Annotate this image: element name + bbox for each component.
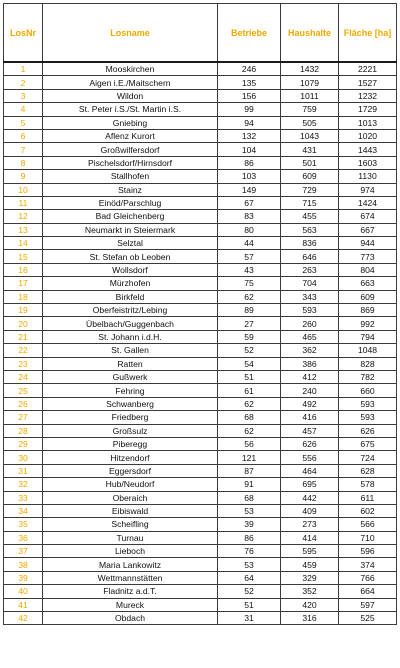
cell-haushalte: 273 [281,518,339,531]
cell-haushalte: 329 [281,571,339,584]
table-row [4,156,397,169]
cell-losname: Mooskirchen [43,62,218,76]
cell-losname: Mürzhofen [43,277,218,290]
cell-losnr: 13 [4,223,43,236]
table-row [4,384,397,397]
cell-losnr: 4 [4,103,43,116]
cell-losname: Fladnitz a.d.T. [43,585,218,598]
cell-betriebe: 156 [218,89,281,102]
los-table [3,3,397,625]
cell-losname: Wollsdorf [43,263,218,276]
cell-flaeche: 525 [339,612,397,625]
cell-losname: Aigen i.E./Maitschern [43,76,218,89]
cell-flaeche: 710 [339,531,397,544]
cell-haushalte: 464 [281,464,339,477]
cell-losnr: 1 [4,62,43,76]
cell-betriebe: 51 [218,598,281,611]
table-row [4,317,397,330]
cell-losname: Obdach [43,612,218,625]
cell-losname: Oberfeistritz/Lebing [43,304,218,317]
cell-losname: Piberegg [43,437,218,450]
table-row [4,89,397,102]
cell-losnr: 26 [4,397,43,410]
cell-haushalte: 556 [281,451,339,464]
cell-flaeche: 609 [339,290,397,303]
cell-flaeche: 1424 [339,196,397,209]
cell-haushalte: 492 [281,397,339,410]
cell-losnr: 40 [4,585,43,598]
cell-haushalte: 386 [281,357,339,370]
cell-flaeche: 2221 [339,62,397,76]
cell-losname: Aflenz Kurort [43,129,218,142]
cell-flaeche: 773 [339,250,397,263]
cell-losnr: 30 [4,451,43,464]
cell-betriebe: 43 [218,263,281,276]
cell-losname: Übelbach/Guggenbach [43,317,218,330]
cell-betriebe: 135 [218,76,281,89]
cell-betriebe: 54 [218,357,281,370]
cell-flaeche: 374 [339,558,397,571]
cell-betriebe: 89 [218,304,281,317]
cell-losname: Pischelsdorf/Hirnsdorf [43,156,218,169]
table-row [4,451,397,464]
cell-flaeche: 593 [339,397,397,410]
table-row [4,304,397,317]
cell-flaeche: 974 [339,183,397,196]
cell-flaeche: 597 [339,598,397,611]
cell-losnr: 8 [4,156,43,169]
cell-haushalte: 457 [281,424,339,437]
table-row [4,357,397,370]
cell-betriebe: 57 [218,250,281,263]
cell-flaeche: 1130 [339,170,397,183]
cell-haushalte: 240 [281,384,339,397]
cell-losnr: 38 [4,558,43,571]
cell-haushalte: 626 [281,437,339,450]
table-row [4,250,397,263]
table-row [4,196,397,209]
cell-haushalte: 455 [281,210,339,223]
cell-haushalte: 715 [281,196,339,209]
cell-betriebe: 68 [218,491,281,504]
cell-losname: Maria Lankowitz [43,558,218,571]
cell-haushalte: 263 [281,263,339,276]
cell-haushalte: 431 [281,143,339,156]
cell-betriebe: 103 [218,170,281,183]
cell-haushalte: 412 [281,370,339,383]
cell-haushalte: 704 [281,277,339,290]
cell-losnr: 32 [4,478,43,491]
cell-betriebe: 94 [218,116,281,129]
cell-losnr: 12 [4,210,43,223]
cell-flaeche: 675 [339,437,397,450]
cell-flaeche: 664 [339,585,397,598]
cell-losnr: 9 [4,170,43,183]
table-row [4,116,397,129]
cell-losnr: 16 [4,263,43,276]
cell-losname: Hitzendorf [43,451,218,464]
cell-haushalte: 563 [281,223,339,236]
cell-haushalte: 695 [281,478,339,491]
cell-haushalte: 836 [281,237,339,250]
cell-flaeche: 663 [339,277,397,290]
cell-betriebe: 59 [218,330,281,343]
cell-losname: Stainz [43,183,218,196]
cell-losname: Lieboch [43,545,218,558]
cell-flaeche: 593 [339,411,397,424]
cell-losnr: 36 [4,531,43,544]
table-row [4,277,397,290]
table-row [4,464,397,477]
table-row [4,263,397,276]
cell-haushalte: 1079 [281,76,339,89]
cell-flaeche: 782 [339,370,397,383]
table-row [4,518,397,531]
cell-betriebe: 51 [218,370,281,383]
table-row [4,290,397,303]
cell-haushalte: 1011 [281,89,339,102]
table-row [4,223,397,236]
cell-betriebe: 86 [218,156,281,169]
table-row [4,491,397,504]
table-row [4,330,397,343]
cell-haushalte: 316 [281,612,339,625]
cell-losnr: 22 [4,344,43,357]
cell-losnr: 5 [4,116,43,129]
cell-losnr: 17 [4,277,43,290]
cell-losnr: 7 [4,143,43,156]
table-row [4,411,397,424]
spreadsheet [3,3,396,625]
cell-betriebe: 91 [218,478,281,491]
cell-haushalte: 729 [281,183,339,196]
table-row [4,183,397,196]
cell-haushalte: 646 [281,250,339,263]
cell-betriebe: 67 [218,196,281,209]
cell-betriebe: 62 [218,424,281,437]
cell-losnr: 19 [4,304,43,317]
cell-haushalte: 416 [281,411,339,424]
table-row [4,103,397,116]
cell-losname: Eibiswald [43,504,218,517]
cell-losname: St. Stefan ob Leoben [43,250,218,263]
table-row [4,612,397,625]
cell-losnr: 24 [4,370,43,383]
cell-losname: Schwanberg [43,397,218,410]
cell-losnr: 15 [4,250,43,263]
cell-losname: Neumarkt in Steiermark [43,223,218,236]
cell-flaeche: 766 [339,571,397,584]
cell-losname: St. Johann i.d.H. [43,330,218,343]
cell-betriebe: 99 [218,103,281,116]
cell-losnr: 18 [4,290,43,303]
cell-betriebe: 39 [218,518,281,531]
cell-flaeche: 828 [339,357,397,370]
cell-losname: Scheifling [43,518,218,531]
cell-betriebe: 80 [218,223,281,236]
cell-haushalte: 459 [281,558,339,571]
cell-betriebe: 53 [218,504,281,517]
cell-flaeche: 1443 [339,143,397,156]
table-row [4,370,397,383]
cell-losname: Birkfeld [43,290,218,303]
cell-haushalte: 1043 [281,129,339,142]
cell-betriebe: 27 [218,317,281,330]
header-betriebe: Betriebe [218,4,281,63]
cell-betriebe: 56 [218,437,281,450]
cell-losnr: 33 [4,491,43,504]
cell-haushalte: 593 [281,304,339,317]
cell-flaeche: 869 [339,304,397,317]
cell-flaeche: 578 [339,478,397,491]
table-row [4,545,397,558]
table-row [4,585,397,598]
cell-haushalte: 505 [281,116,339,129]
cell-haushalte: 420 [281,598,339,611]
cell-flaeche: 1013 [339,116,397,129]
cell-losname: Hub/Neudorf [43,478,218,491]
table-row [4,424,397,437]
cell-haushalte: 442 [281,491,339,504]
cell-losnr: 28 [4,424,43,437]
cell-losname: Wildon [43,89,218,102]
cell-flaeche: 794 [339,330,397,343]
cell-flaeche: 1232 [339,89,397,102]
cell-haushalte: 759 [281,103,339,116]
cell-losnr: 11 [4,196,43,209]
cell-betriebe: 52 [218,585,281,598]
cell-flaeche: 626 [339,424,397,437]
cell-betriebe: 87 [218,464,281,477]
cell-losname: Stallhofen [43,170,218,183]
cell-betriebe: 61 [218,384,281,397]
cell-losnr: 14 [4,237,43,250]
cell-betriebe: 68 [218,411,281,424]
table-body [4,62,397,625]
cell-losname: St. Peter i.S./St. Martin i.S. [43,103,218,116]
cell-losnr: 29 [4,437,43,450]
cell-flaeche: 566 [339,518,397,531]
cell-betriebe: 132 [218,129,281,142]
table-row [4,437,397,450]
cell-haushalte: 414 [281,531,339,544]
cell-flaeche: 1603 [339,156,397,169]
cell-losname: Fehring [43,384,218,397]
cell-flaeche: 674 [339,210,397,223]
cell-betriebe: 104 [218,143,281,156]
cell-flaeche: 660 [339,384,397,397]
table-row [4,531,397,544]
table-row [4,344,397,357]
cell-flaeche: 628 [339,464,397,477]
table-row [4,76,397,89]
cell-betriebe: 52 [218,344,281,357]
cell-losname: St. Gallen [43,344,218,357]
cell-losnr: 10 [4,183,43,196]
header-row [4,4,397,63]
cell-betriebe: 76 [218,545,281,558]
cell-losname: Einöd/Parschlug [43,196,218,209]
table-row [4,129,397,142]
cell-flaeche: 1048 [339,344,397,357]
cell-losnr: 42 [4,612,43,625]
cell-haushalte: 609 [281,170,339,183]
table-row [4,478,397,491]
cell-losname: Wettmannstätten [43,571,218,584]
cell-betriebe: 53 [218,558,281,571]
cell-losname: Oberaich [43,491,218,504]
cell-losnr: 20 [4,317,43,330]
header-losname: Losname [43,4,218,63]
cell-flaeche: 1729 [339,103,397,116]
cell-betriebe: 86 [218,531,281,544]
cell-haushalte: 352 [281,585,339,598]
cell-betriebe: 149 [218,183,281,196]
cell-flaeche: 611 [339,491,397,504]
table-row [4,210,397,223]
cell-losnr: 23 [4,357,43,370]
table-row [4,397,397,410]
cell-flaeche: 1527 [339,76,397,89]
cell-losname: Eggersdorf [43,464,218,477]
cell-flaeche: 944 [339,237,397,250]
cell-losnr: 21 [4,330,43,343]
cell-flaeche: 602 [339,504,397,517]
table-row [4,571,397,584]
cell-haushalte: 465 [281,330,339,343]
cell-betriebe: 44 [218,237,281,250]
cell-losname: Gußwerk [43,370,218,383]
table-row [4,170,397,183]
cell-betriebe: 75 [218,277,281,290]
cell-losnr: 27 [4,411,43,424]
table-row [4,598,397,611]
cell-betriebe: 31 [218,612,281,625]
cell-losnr: 35 [4,518,43,531]
cell-haushalte: 595 [281,545,339,558]
cell-betriebe: 62 [218,397,281,410]
cell-losname: Gniebing [43,116,218,129]
cell-losname: Selztal [43,237,218,250]
cell-haushalte: 409 [281,504,339,517]
cell-losname: Bad Gleichenberg [43,210,218,223]
cell-betriebe: 64 [218,571,281,584]
cell-losnr: 41 [4,598,43,611]
cell-flaeche: 667 [339,223,397,236]
cell-haushalte: 343 [281,290,339,303]
cell-haushalte: 1432 [281,62,339,76]
cell-losnr: 39 [4,571,43,584]
cell-losnr: 6 [4,129,43,142]
header-flaeche: Fläche [ha] [339,4,397,63]
cell-losnr: 34 [4,504,43,517]
table-row [4,504,397,517]
header-haushalte: Haushalte [281,4,339,63]
cell-haushalte: 501 [281,156,339,169]
cell-losname: Friedberg [43,411,218,424]
cell-haushalte: 260 [281,317,339,330]
cell-flaeche: 724 [339,451,397,464]
table-row [4,237,397,250]
cell-losnr: 3 [4,89,43,102]
cell-losnr: 37 [4,545,43,558]
table-row [4,143,397,156]
header-losnr: LosNr [4,4,43,63]
cell-flaeche: 596 [339,545,397,558]
cell-losname: Großsulz [43,424,218,437]
cell-betriebe: 121 [218,451,281,464]
cell-flaeche: 804 [339,263,397,276]
cell-betriebe: 246 [218,62,281,76]
cell-losnr: 31 [4,464,43,477]
cell-losname: Ratten [43,357,218,370]
cell-betriebe: 83 [218,210,281,223]
cell-losname: Turnau [43,531,218,544]
cell-flaeche: 1020 [339,129,397,142]
cell-haushalte: 362 [281,344,339,357]
cell-losname: Mureck [43,598,218,611]
cell-betriebe: 62 [218,290,281,303]
cell-losnr: 2 [4,76,43,89]
cell-flaeche: 992 [339,317,397,330]
table-row [4,62,397,76]
cell-losname: Großwilfersdorf [43,143,218,156]
table-row [4,558,397,571]
cell-losnr: 25 [4,384,43,397]
